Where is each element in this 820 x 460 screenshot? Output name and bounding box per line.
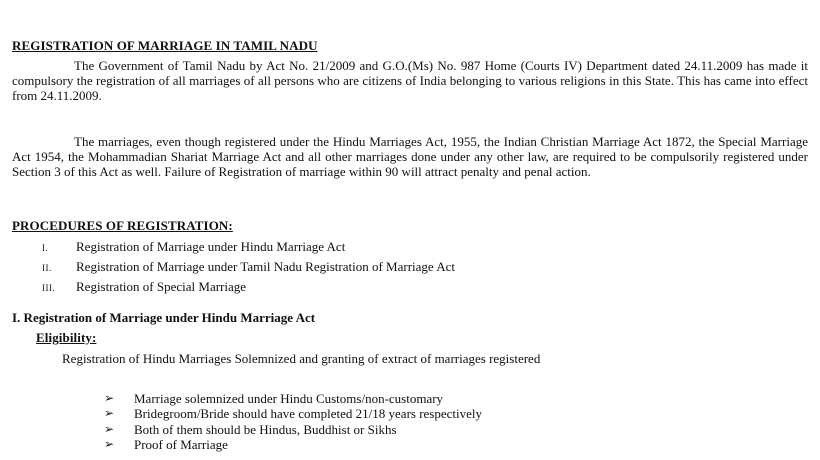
bullet-item: Proof of Marriage [134, 437, 228, 452]
section-heading: I. Registration of Marriage under Hindu Marriage Act [12, 310, 316, 325]
list-numeral: III. [42, 283, 56, 293]
arrow-bullet-icon: ➢ [104, 422, 115, 436]
bullet-item: Bridegroom/Bride should have completed 21/18 years respectively [134, 406, 483, 421]
document-title: REGISTRATION OF MARRIAGE IN TAMIL NADU [12, 38, 318, 53]
bullet-item: Both of them should be Hindus, Buddhist or Sikhs [134, 422, 397, 437]
intro-paragraph: The Government of Tamil Nadu by Act No. 21/2009 and G.O.(Ms) No. 987 Home (Courts IV) Department dated 24.11.2009 has made it compulsory the registration of all marriages of all persons who are citizens of India belonging to various religions in this State. This has came into effect from 24.11.2009. [12, 58, 808, 103]
second-paragraph: The marriages, even though registered under the Hindu Marriages Act, 1955, the Indian Christian Marriage Act 1872, the Special Marriage Act 1954, the Mohammadian Shariat Marriage Act and all other marriages done under any other law, are required to be compulsorily registered under Section 3 of this Act as well. Failure of Registration of marriage within 90 will attract penalty and penal action. [12, 134, 808, 179]
arrow-bullet-icon: ➢ [104, 391, 115, 405]
list-item: Registration of Marriage under Tamil Nadu Registration of Marriage Act [76, 259, 455, 274]
eligibility-text: Registration of Hindu Marriages Solemnized and granting of extract of marriages registered [62, 351, 541, 366]
procedures-heading: PROCEDURES OF REGISTRATION: [12, 218, 233, 233]
list-item: Registration of Marriage under Hindu Marriage Act [76, 239, 346, 254]
arrow-bullet-icon: ➢ [104, 437, 115, 451]
list-numeral: II. [42, 263, 52, 273]
eligibility-heading: Eligibility: [36, 330, 97, 345]
bullet-item: Marriage solemnized under Hindu Customs/non-customary [134, 391, 444, 406]
list-numeral: I. [42, 243, 49, 253]
arrow-bullet-icon: ➢ [104, 406, 115, 420]
list-item: Registration of Special Marriage [76, 279, 247, 294]
